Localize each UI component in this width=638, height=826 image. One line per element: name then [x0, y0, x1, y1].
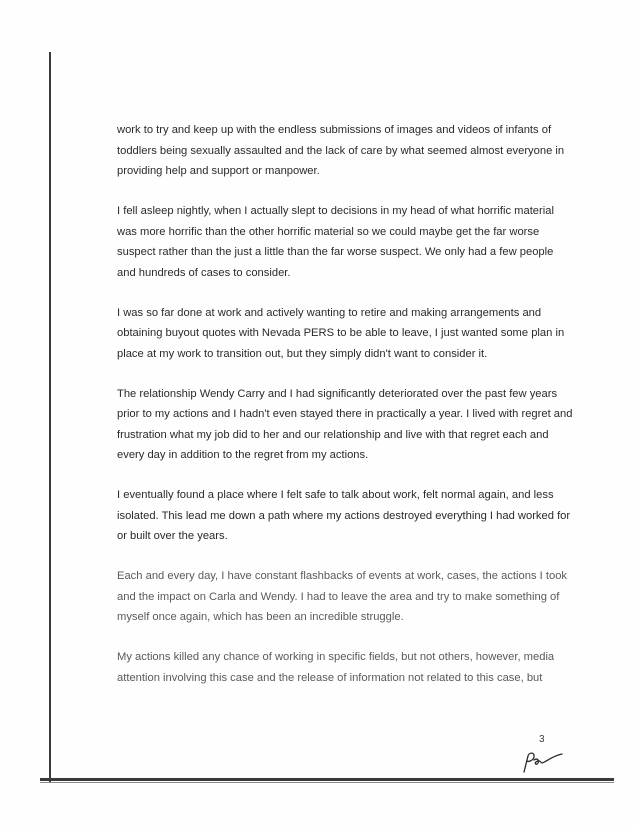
letter-body [117, 120, 573, 708]
text-line: Each and every day, I have constant flashbacks of events at work, cases, the actions I took [117, 570, 568, 582]
text-line: attention involving this case and the release of information not related to this case, but [117, 671, 543, 684]
text-line: isolated. This lead me down a path where my actions destroyed everything I had worked for [117, 509, 571, 522]
text-line: and the impact on Carla and Wendy. I had to leave the area and try to make something of [117, 590, 560, 603]
text-line: I was so far done at work and actively wanting to retire and making arrangements and [117, 306, 542, 319]
page-number: 3 [539, 734, 545, 745]
text-line: or built over the years. [117, 530, 228, 542]
left-margin-rule [49, 52, 51, 782]
paragraph-1 [117, 120, 565, 182]
paragraph-3 [117, 303, 565, 365]
text-line: toddlers being sexually assaulted and the lack of care by what seemed almost everyone in [117, 144, 565, 157]
text-line: and hundreds of cases to consider. [117, 266, 291, 279]
text-line: was more horrific than the other horrific material so we could maybe get the far worse [117, 225, 540, 238]
text-line: obtaining buyout quotes with Nevada PERS to be able to leave, I just wanted some plan in [117, 327, 565, 339]
text-line: every day in addition to the regret from my actions. [117, 449, 369, 461]
bottom-rule [40, 778, 614, 781]
text-line: The relationship Wendy Carry and I had significantly deteriorated over the past few years [117, 387, 558, 400]
paragraph-6 [117, 566, 568, 628]
text-line: suspect rather than the just a little than the far worse suspect. We only had a few people [117, 246, 554, 258]
text-line: place at my work to transition out, but they simply didn't want to consider it. [117, 347, 488, 360]
text-line: providing help and support or manpower. [117, 165, 320, 177]
text-line: I eventually found a place where I felt safe to talk about work, felt normal again, and less [117, 489, 554, 501]
text-line: I fell asleep nightly, when I actually slept to decisions in my head of what horrific material [117, 205, 554, 217]
text-line: prior to my actions and I hadn't even stayed there in practically a year. I lived with regret and [117, 408, 573, 420]
text-line: My actions killed any chance of working in specific fields, but not others, however, media [117, 651, 555, 663]
paragraph-7 [117, 647, 555, 688]
paragraph-5 [117, 485, 571, 547]
text-line: myself once again, which has been an incredible struggle. [117, 611, 404, 623]
paragraph-2 [117, 201, 552, 283]
handwritten-initials [520, 748, 564, 774]
paragraph-4 [117, 384, 573, 466]
text-line: frustration what my job did to her and our relationship and live with that regret each and [117, 428, 549, 441]
text-line: work to try and keep up with the endless submissions of images and videos of infants of [117, 124, 552, 136]
bottom-rule-shadow [40, 782, 614, 783]
